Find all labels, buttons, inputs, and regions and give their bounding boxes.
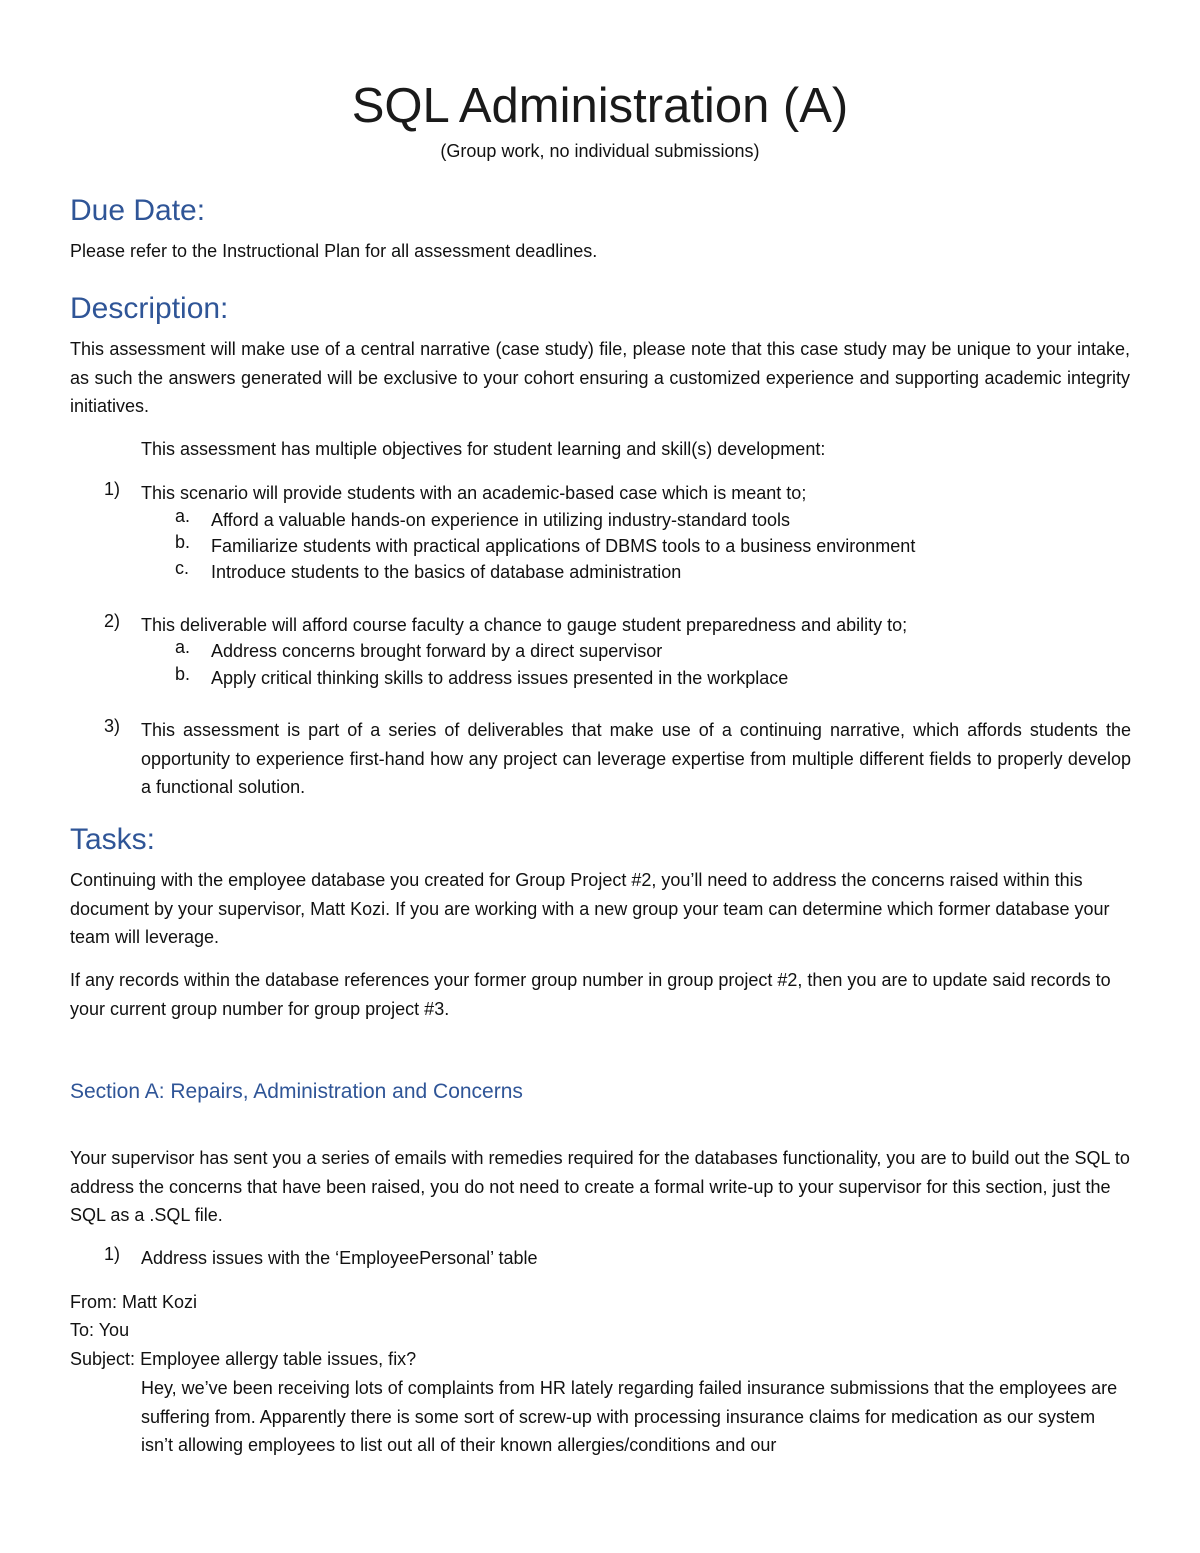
email-to bbox=[70, 1316, 1130, 1345]
email-subject bbox=[70, 1345, 1130, 1374]
list-marker: 2) bbox=[104, 611, 121, 631]
email-body: Hey, we’ve been receiving lots of complaints from HR lately regarding failed insurance submissions that the employees are suffering from. Apparently there is some sort of screw-up with processing insurance claims for medication as our system isn’t allowing employees to list out all of their known allergies/conditions and our bbox=[141, 1378, 1118, 1455]
due-date-heading: Due Date: bbox=[70, 194, 206, 227]
document-subtitle: (Group work, no individual submissions) bbox=[440, 141, 760, 161]
email-to-label: To: bbox=[70, 1320, 95, 1340]
email-from-label: From: bbox=[70, 1292, 117, 1312]
list-item: This assessment is part of a series of deliverables that make use of a continuing narrative, which affords students the opportunity to experience first-hand how any project can leverage expertise from multiple different fields to properly develop a functional solution. bbox=[141, 720, 1131, 797]
list-item: This deliverable will afford course faculty a chance to gauge student preparedness and ability to; bbox=[141, 615, 908, 635]
section-a-paragraph: Your supervisor has sent you a series of emails with remedies required for the databases functionality, you are to build out the SQL to address the concerns that have been raised, you do not need to create a formal write-up to your supervisor for this section, just the SQL as a .SQL file. bbox=[70, 1148, 1130, 1225]
sublist-item: Afford a valuable hands-on experience in utilizing industry-standard tools bbox=[211, 510, 791, 530]
sublist-marker: a. bbox=[175, 637, 191, 657]
sublist-item: Apply critical thinking skills to address issues presented in the workplace bbox=[211, 668, 789, 688]
sublist-marker: b. bbox=[175, 664, 191, 684]
email-to-value: You bbox=[98, 1320, 130, 1340]
list-marker: 3) bbox=[104, 716, 121, 736]
description-paragraph: This assessment will make use of a central narrative (case study) file, please note that this case study may be unique to your intake, as such the answers generated will be exclusive to your cohort ensuring a customized experience and supporting academic integrity initiatives. bbox=[70, 339, 1130, 416]
list-marker: 1) bbox=[104, 479, 121, 499]
objectives-intro: This assessment has multiple objectives for student learning and skill(s) development: bbox=[141, 439, 826, 459]
description-heading: Description: bbox=[70, 292, 229, 325]
sublist-item: Introduce students to the basics of database administration bbox=[211, 562, 682, 582]
sublist-marker: b. bbox=[175, 532, 191, 552]
tasks-paragraph: Continuing with the employee database you created for Group Project #2, you’ll need to address the concerns raised within this document by your supervisor, Matt Kozi. If you are working with a new group your team can determine which former database your team will leverage. bbox=[70, 870, 1110, 947]
email-from bbox=[70, 1288, 1130, 1317]
email-subject-label: Subject: bbox=[70, 1349, 136, 1369]
due-date-text: Please refer to the Instructional Plan for all assessment deadlines. bbox=[70, 241, 598, 261]
sublist-item: Address concerns brought forward by a direct supervisor bbox=[211, 641, 663, 661]
email-from-value: Matt Kozi bbox=[122, 1292, 198, 1312]
list-item: Address issues with the ‘EmployeePersonal’ table bbox=[141, 1248, 538, 1268]
tasks-heading: Tasks: bbox=[70, 823, 156, 856]
sublist-item: Familiarize students with practical applications of DBMS tools to a business environment bbox=[211, 536, 916, 556]
sublist-marker: c. bbox=[175, 558, 190, 578]
sublist-marker: a. bbox=[175, 506, 191, 526]
tasks-paragraph: If any records within the database references your former group number in group project #2, then you are to update said records to your current group number for group project #3. bbox=[70, 970, 1111, 1019]
email-subject-value: Employee allergy table issues, fix? bbox=[140, 1349, 417, 1369]
list-item: This scenario will provide students with an academic-based case which is meant to; bbox=[141, 483, 807, 503]
list-marker: 1) bbox=[104, 1244, 121, 1264]
section-a-heading: Section A: Repairs, Administration and Concerns bbox=[70, 1080, 523, 1103]
document-title: SQL Administration (A) bbox=[351, 79, 849, 133]
